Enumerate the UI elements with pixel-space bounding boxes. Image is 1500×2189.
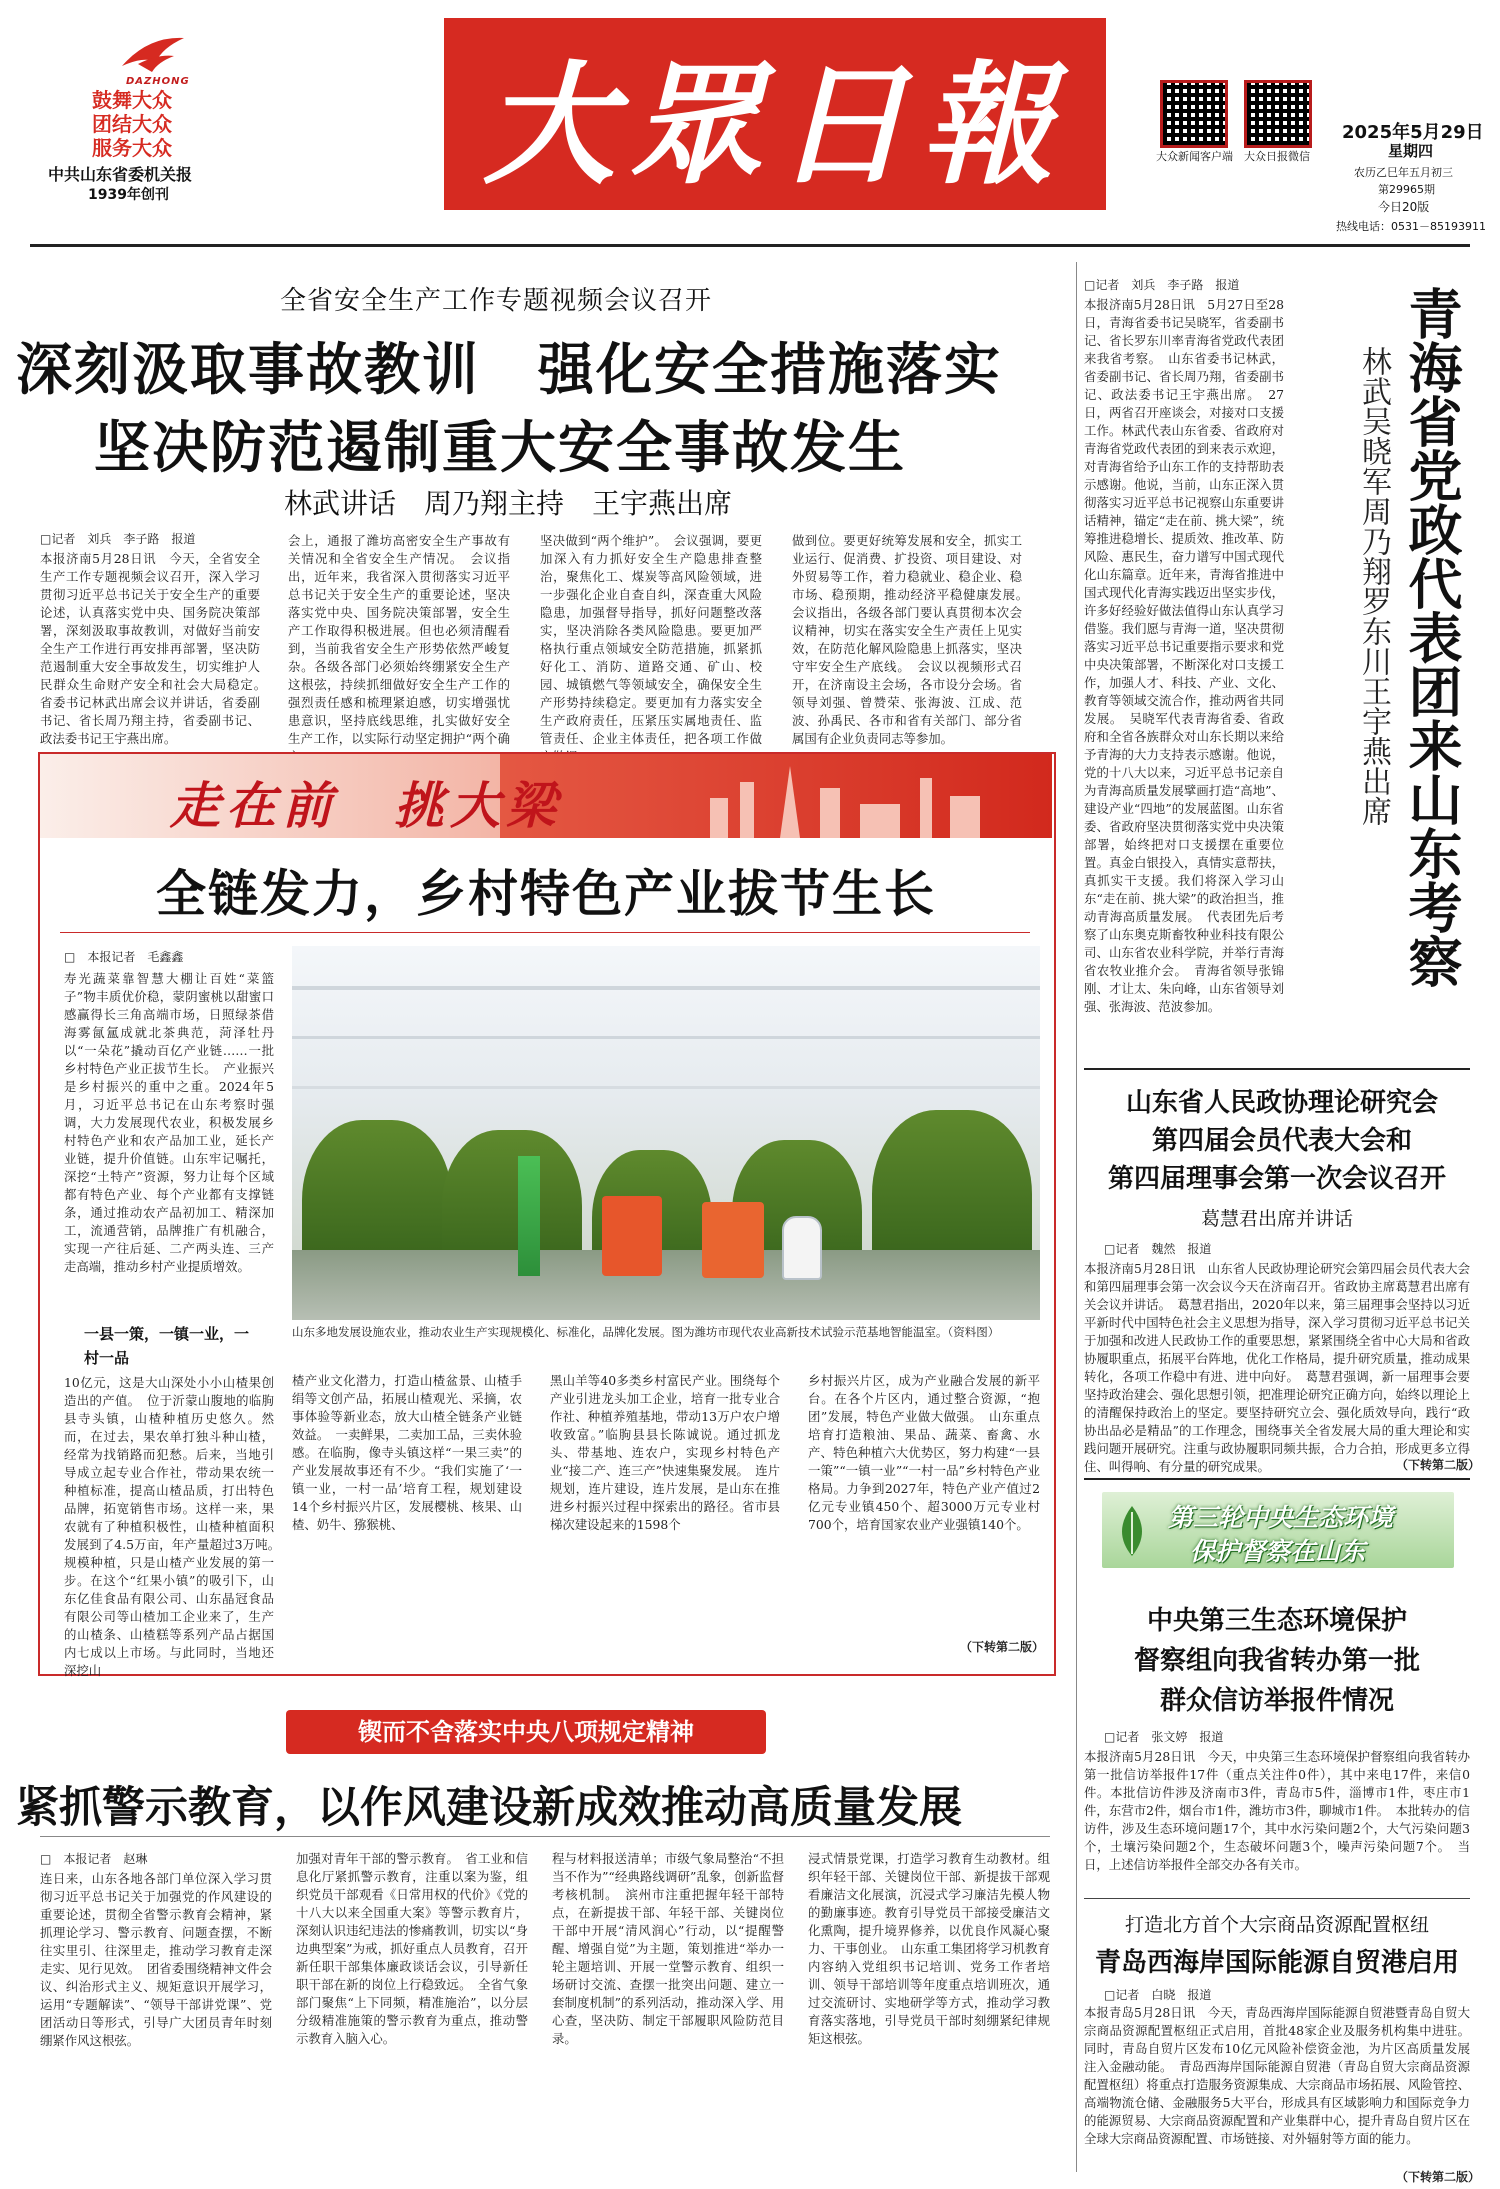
eco-banner-line-1: 第三轮中央生态环境: [1168, 1503, 1394, 1532]
green-lift: [518, 1156, 540, 1276]
port-text: 本报青岛5月28日讯 今天，青岛西海岸国际能源自贸港暨青岛自贸大宗商品资源配置枢纽正式启用，首批48家企业及服务机构集中进驻。同时，青岛自贸片区发布10亿元风险补偿资金池，为片区高质量发展注入金融动能。 青岛西海岸国际能源自贸港（青岛自贸大宗商品资源配置枢纽）将重点打造服务资源集成、大宗商品市场拓展、风险管控、高端物流仓储、金融服务5大平台，形成具有区域影响力和国际竞争力的能源贸易、大宗商品资源配置和产业集群中心，提升青岛自贸片区在全球大宗商品资源配置、市场链接、对外辐射等方面的能力。: [1084, 2005, 1470, 2146]
eco-banner-line-2: 保护督察在山东: [1190, 1537, 1366, 1566]
qr-code-wechat[interactable]: [1244, 80, 1312, 148]
qr-label-app: 大众新闻客户端: [1156, 150, 1233, 163]
discipline-col-4: 浸式情景党课，打造学习教育生动教材。组织年轻干部、关键岗位干部、新提拔干部观看廉洁文化展演，沉浸式学习廉洁先模人物的勤廉事迹。教育引导党员干部接受廉洁文化熏陶，提升境界修养，以优良作风凝心聚力、干事创业。 山东重工集团将学习机教育内容纳入党组织书记培训、党务工作者培训、领导干部培训等年度重点培训班次，通过交流研讨、实地研学等方式，推动学习教育落实落地，引导党员干部时刻绷紧纪律规矩这根弦。: [808, 1851, 1050, 2046]
right-lead-headline: 青海省党政代表团来山东考察: [1400, 286, 1463, 988]
lead-byline: □记者 刘兵 李子路 报道: [40, 532, 196, 546]
party-organ-label: 中共山东省委机关报: [48, 165, 193, 184]
qr-code-app[interactable]: [1160, 80, 1228, 148]
white-robot: [782, 1216, 822, 1280]
discipline-col-2: 加强对青年干部的警示教育。 省工业和信息化厅紧抓警示教育，注重以案为鉴，组织党员干部观看《日常用权的代价》《党的十八大以来全国重大案》等警示教育片，深刻认识违纪违法的惨痛教训，切实以“身边典型案”为戒，抓好重点人员教育，召开新任职干部集体廉政谈话会议，引导新任职干部在新的岗位上行稳致远。 全省气象部门聚焦“上下同频，精准施治”，以分层分级精准施策的警示教育为重点，推动警示教育入脑入心。: [296, 1851, 528, 2046]
feature-subhead: 一县一策，一镇一业，一村一品: [84, 1325, 250, 1367]
feature-left-col: 10亿元，这是大山深处小小山楂果创造出的产值。 位于沂蒙山腹地的临朐县寺头镇，山楂种植历史悠久。然而，在过去，果农单打独斗种山楂，经常为找销路而犯愁。后来，当地引导成立起专业合作社，带动果农统一种植标准，提高山楂品质，打出特色品牌，拓宽销售市场。这样一来，果农就有了种植积极性，山楂种植面积发展到了4.5万亩，年产量超过3万吨。 规模种植，只是山楂产业发展的第一步。在这个“红果小镇”的吸引下，山东亿佳食品有限公司、山东晶冠食品有限公司等山楂加工企业来了，生产的山楂条、山楂糕等系列产品占据国内七成以上市场。与此同时，当地还深挖山: [64, 1375, 287, 1678]
issue-weekday: 星期四: [1388, 142, 1434, 160]
cppcc-rule: [1084, 1478, 1470, 1480]
founded-label: 1939年创刊: [88, 187, 169, 203]
feature-byline: □ 本报记者 毛鑫鑫: [64, 950, 184, 964]
lead-col-4: 做到位。要更好统筹发展和安全，抓实工业运行、促消费、扩投资、项目建设、对外贸易等工作，着力稳就业、稳企业、稳市场、稳预期，推动经济平稳健康发展。 会议指出，各级各部门要认真贯彻本次会议精神，切实在落实安全生产责任上见实效，在防范化解风险隐患上抓落实，坚决守牢安全生产底线。 会议以视频形式召开，在济南设主会场，各市设分会场。省领导刘强、曾赞荣、张海波、江成、范波、孙禹民、各市和省有关部门、部分省属国有企业负责同志等参加。: [792, 533, 1035, 746]
lead-col-3: 坚决做到“两个维护”。 会议强调，要更加深入有力抓好安全生产隐患排查整治，聚焦化工、煤炭等高风险领域，进一步强化企业自查自纠，深查重大风险隐患，加强督导指导，抓好问题整改落实，坚决消除各类风险隐患。要更加严格执行重点领域安全防范措施，抓紧抓好化工、消防、道路交通、矿山、校园、城镇燃气等领域安全，确保安全生产形势持续稳定。要更加有力落实安全生产政府责任，压紧压实属地责任、监管责任、企业主体责任，把各项工作做: [540, 533, 762, 746]
port-headline: 青岛西海岸国际能源自贸港启用: [1094, 1948, 1459, 1978]
cppcc-byline: □记者 魏然 报道: [1104, 1242, 1212, 1256]
brand-logo: [118, 32, 188, 92]
slogan-1: 鼓舞大众: [92, 88, 172, 112]
feature-banner: [40, 754, 1052, 838]
eco-headline-2: 督察组向我省转办第一批: [1133, 1646, 1420, 1676]
qr-label-wechat: 大众日报微信: [1244, 150, 1310, 163]
discipline-col-3: 程与材料报送清单；市级气象局整治“不担当不作为”“经典路线调研”乱象，创新监督考核机制。 滨州市注重把握年轻干部特点，在新提拔干部、年轻干部、关键岗位干部中开展“清风润心”行动，以“提醒警醒、增强自觉”为主题，策划推进“举办一轮主题培训、开展一堂警示教育、组织一场研讨交流、查摆一批突出问题、建立一套制度机制”的系列活动，推动深入学、用心查，坚决防、制定干部履职风险防范目录。: [552, 1851, 784, 2046]
right-lead-text: 本报济南5月28日讯 5月27日至28日，青海省委书记吴晓军，省委副书记、省长罗东川率青海省党政代表团来我省考察。 山东省委书记林武，省委副书记、省长周乃翔，省委副书记、政法委书记王宇燕出席。 27日，两省召开座谈会，对接对口支援工作。林武代表山东省委、省政府对青海省党政代表团的到来表示欢迎，对青海省给予山东工作的支持帮助表示感谢。他说，当前，山东正深入贯彻落实习近平总书记视察山东重要讲话精神，锚定“走在前、挑大梁”，统筹推进稳增长、提质效、推改革、防风险、惠民生，奋力谱写中国式现代化山东篇章。近年来，青海省推进中国式现代化青海实践迈出坚实步伐，许多好经验好做法值得山东认真学习借鉴。我们愿与青海一道，坚决贯彻落实习近平总书记重要指示要求和党中央决策部署，不断深化对口支援工作，加强人才、科技、产业、文化、教育等领域交流合作，推动两省共同发展。 吴晓军代表青海省委、省政府和全省各族群众对山东长期以来给予青海的大力支持表示感谢。他说，党的十八大以来，习近平总书记亲自为青海高质量发展擘画打造“高地”、建设产业“四地”的发展蓝图。山东省委、省政府坚决贯彻落实党中央决策部署，始终把对口支援摆在重要位置。真金白银投入，真情实意帮扶，真抓实干支援。我们将深入学习山东“走在前、挑大梁”的政治担当，推动青海高质量发展。 代表团先后考察了山东奥克斯畜牧种业科技有限公司、山东省农业科学院，并举行青海省农牧业推介会。 青海省领导张锦刚、才让太、朱向峰，山东省领导刘强、张海波、范波参加。: [1084, 297, 1284, 1014]
feature-banner-text: 走在前 挑大梁: [170, 776, 562, 835]
lead-subhead: 林武讲话 周乃翔主持 王宇燕出席: [284, 487, 733, 520]
slogan-3: 服务大众: [92, 136, 172, 160]
lead-col-1: 本报济南5月28日讯 今天，全省安全生产工作专题视频会议召开，深入学习贯彻习近平总书记关于安全生产的重要论述，认真落实党中央、国务院决策部署，深刻汲取事故教训，对做好当前安全生产工作进行再安排再部署，坚决防范遏制重大安全事故发生，切实维护人民群众生命财产安全和社会大局稳定。 省委书记林武出席会议并讲话，省委副书记、省长周乃翔主持，省委副书记、政法委书记王宇燕出席。: [40, 551, 273, 746]
feature-continued: （下转第二版）: [960, 1640, 1045, 1654]
bird-logo-icon: [118, 32, 188, 78]
feature-headline-rule: [60, 932, 1030, 933]
cppcc-text: 本报济南5月28日讯 山东省人民政协理论研究会第四届会员代表大会和第四届理事会第一次会议今天在济南召开。省政协主席葛慧君出席有关会议并讲话。 葛慧君指出，2020年以来，第三届理事会坚持以习近平新时代中国特色社会主义思想为指导，深入学习贯彻习近平总书记关于加强和改进人民政协工作的重要思想，紧紧围绕全省中心大局和省政协履职重点，拓展平台阵地，优化工作格局，提升研究质量，推动成果转化，各项工作稳中有进、进中向好。 葛慧君强调，新一届理事会要坚持政治建会、强化思想引领，把准理论研究正确方向，始终以理论上的清醒保持政治上的坚定。要坚持研究立会、强化质效导向，践行“政协出品必是精品”的工作理念，围绕事关全省发展大局的重大理论和实践问题开展研究。注重与政协履职同频共振，合力合拍，形成更多立得住、叫得响、有分量的研究成果。: [1084, 1261, 1470, 1474]
masthead-title: 大眾日報: [483, 48, 1067, 203]
discipline-rule: [40, 1836, 1050, 1837]
brand-wordmark: DAZHONG: [126, 76, 190, 87]
roof-beam: [292, 1086, 1040, 1089]
right-lead-byline: □记者 刘兵 李子路 报道: [1084, 278, 1240, 292]
lead-kicker: 全省安全生产工作专题视频会议召开: [280, 286, 713, 316]
cppcc-headline-3: 第四届理事会第一次会议召开: [1107, 1164, 1446, 1194]
eco-headline-3: 群众信访举报件情况: [1159, 1686, 1394, 1716]
eco-banner: [1102, 1492, 1454, 1568]
column-divider: [1076, 262, 1077, 2172]
page-count: 今日20版: [1378, 200, 1430, 214]
discipline-headline: 紧抓警示教育，以作风建设新成效推动高质量发展: [16, 1783, 962, 1833]
cppcc-headline-1: 山东省人民政协理论研究会: [1125, 1088, 1438, 1118]
masthead-title-block: [444, 18, 1106, 210]
feature-col-1: 楂产业文化潜力，打造山楂盆景、山楂手绢等文创产品，拓展山楂观光、采摘，农事体验等新业态，放大山楂全链条产业链效益。 一卖鲜果，二卖加工品，三卖休验感。在临朐，像寺头镇这样“一果三卖”的产业发展故事还有不少。“我们实施了‘一镇一业，一村一品’培育工程，规划建设14个乡村振兴片区，发展樱桃、核果、山楂、奶牛、猕猴桃、: [292, 1373, 522, 1532]
lead-col-2: 会上，通报了潍坊高密安全生产事故有关情况和全省安全生产情况。 会议指出，近年来，我省深入贯彻落实习近平总书记关于安全生产的重要论述，坚决落实党中央、国务院决策部署，安全生产工作取得积极进展。但也必须清醒看到，当前我省安全生产形势依然严峻复杂。各级各部门必须始终绷紧安全生产这根弦，持续抓细做好安全生产工作的强烈责任感和梳理紧迫感，切实增强忧患意识，坚持底线思维，扎实做好安全生产工作，以实际行动坚定拥护“两个确: [288, 533, 510, 746]
greenhouse-floor: [292, 1250, 1040, 1320]
orange-robot-1: [602, 1196, 662, 1276]
city-skyline-icon: [680, 758, 1040, 838]
discipline-byline: □ 本报记者 赵琳: [40, 1852, 148, 1866]
feature-col-2: 黑山羊等40多类乡村富民产业。围绕每个产业引进龙头加工企业，培育一批专业合作社、种植养殖基地，带动13万户农户增收致富。”临朐县县长陈诚说。通过抓龙头、带基地、连农户，实现乡村特色产业“接二产、连三产”快速集聚发展。 连片规划，连片建设，连片发展，是山东在推进乡村振兴过程中探索出的路径。省市县梯次建设起来的1598个: [550, 1373, 780, 1532]
greenhouse-photo: [292, 946, 1040, 1320]
eco-headline-1: 中央第三生态环境保护: [1146, 1606, 1407, 1636]
slogan-2: 团结大众: [92, 112, 172, 136]
discipline-banner: 锲而不舍落实中央八项规定精神: [286, 1710, 766, 1754]
cppcc-subhead: 葛慧君出席并讲话: [1200, 1208, 1353, 1230]
photo-caption: 山东多地发展设施农业，推动农业生产实现规模化、标准化，品牌化发展。图为潍坊市现代农业高新技术试验示范基地智能温室。（资料图）: [292, 1325, 1000, 1339]
eco-byline: □记者 张文婷 报道: [1104, 1730, 1224, 1744]
masthead-rule: [30, 244, 1470, 247]
issue-number: 第29965期: [1378, 183, 1435, 196]
cppcc-headline-2: 第四届会员代表大会和: [1151, 1126, 1412, 1156]
lead-headline-1: 深刻汲取事故教训 强化安全措施落实: [16, 338, 1002, 403]
feature-headline: 全链发力，乡村特色产业拔节生长: [156, 865, 936, 923]
issue-date: 2025年5月29日: [1342, 122, 1484, 143]
cppcc-continued: （下转第二版）: [1396, 1458, 1481, 1472]
eco-text: 本报济南5月28日讯 今天，中央第三生态环境保护督察组向我省转办第一批信访举报件17件（重点关注件0件），其中来电17件，来信0件。本批信访件涉及济南市3件，青岛市5件，淄博市1件，枣庄市1件，东营市2件，烟台市1件，潍坊市3件，聊城市1件。 本批转办的信访件，涉及生态环境问题17个，其中水污染问题2个，大气污染问题3个，土壤污染问题2个，生态破坏问题3个，噪声污染问题7个。 当日，上述信访举报件全部交办各有关市。: [1084, 1749, 1470, 1872]
port-byline: □记者 白晓 报道: [1104, 1988, 1212, 2002]
discipline-col-1: 连日来，山东各地各部门单位深入学习贯彻习近平总书记关于加强党的作风建设的重要论述，贯彻全省警示教育会精神，紧抓理论学习、警示教育、问题查摆，不断往实里引、往深里走，推动学习教育走深走实、见行见效。 团省委围绕精神文件会议、纠治形式主义、规矩意识开展学习，运用“专题解读”、“领导干部讲党课”、党团活动日等形式，引导广大团员青年时刻绷紧作风这根弦。: [40, 1871, 272, 2048]
feature-col-3: 乡村振兴片区，成为产业融合发展的新平台。在各个片区内，通过整合资源，“抱团”发展，特色产业做大做强。 山东重点培育打造粮油、果品、蔬菜、畜禽、水产、特色种植六大优势区，努力构建“一县一策”“一镇一业”“一村一品”乡村特色产业格局。力争到2027年，特色产业产值过2亿元专业镇450个、超3000万元专业村700个，培育国家农业产业强镇140个。: [808, 1373, 1040, 1532]
right-lead-subhead: 林武吴晓军周乃翔罗东川王宇燕出席: [1356, 346, 1391, 826]
right-lead-rule: [1084, 1068, 1470, 1070]
leaf-icon: [1108, 1502, 1156, 1558]
port-continued: （下转第二版）: [1396, 2170, 1481, 2184]
roof-beam: [292, 1036, 1040, 1039]
lead-headline-2: 坚决防范遏制重大安全事故发生: [94, 416, 906, 481]
lunar-date: 农历乙巳年五月初三: [1354, 166, 1453, 179]
port-kicker: 打造北方首个大宗商品资源配置枢纽: [1124, 1914, 1429, 1936]
roof-beam: [292, 986, 1040, 990]
feature-intro: 寿光蔬菜靠智慧大棚让百姓“菜篮子”物丰质优价稳，蒙阴蜜桃以甜蜜口感赢得长三角高端市场，日照绿茶借海雾氤氲成就北茶典范，菏泽牡丹以“一朵花”撬动百亿产业链……一批乡村特色产业正拔节生长。 产业振兴是乡村振兴的重中之重。2024年5月，习近平总书记在山东考察时强调，大力发展现代农业，积极发展乡村特色产业和农产品加工业，延长产业链，提升价值链。山东牢记嘱托，深挖“土特产”资源，努力让每个区域都有特色产业、每个产业都有支撑链条，通过推动农产品初加工、精深加工，流通营销，品牌推广有机融合，实现一产往后延、二产两头连、三产走高端，推动乡村产业提质增效。: [64, 971, 274, 1274]
hotline: 热线电话：0531－85193911: [1336, 220, 1486, 233]
eco-rule: [1084, 1898, 1470, 1899]
orange-robot-2: [702, 1202, 764, 1278]
